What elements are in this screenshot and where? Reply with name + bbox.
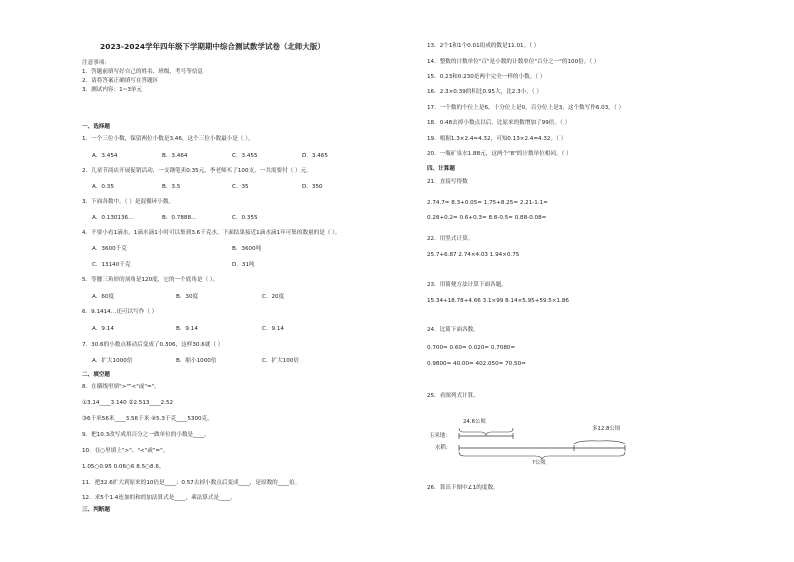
question-line: 19．根据1.3×2.4=4.32，可知0.13×2.4=4.32。（ ）	[427, 136, 567, 142]
diagram-right-label: 多12.8公顷	[592, 426, 621, 432]
question-line: 25.7+6.87 2.74×4.03 1.94×0.75	[427, 252, 520, 258]
option: C．35	[232, 184, 249, 190]
diagram-top-label: 24.6公顷	[463, 419, 486, 425]
question-line: 2.74.7= 8.3+0.05= 1.75+8.25= 2.21-1.1=	[427, 200, 548, 206]
option: C．9.14	[262, 326, 284, 332]
notice-item: 2．请将答案正确填写在答题区	[82, 78, 159, 84]
question-line: 0.28+0.2= 0.6+0.3= 8.8-0.5= 0.88-0.08=	[427, 215, 547, 221]
question-line: 20．一瓶矿泉水1.88元，这两个"8"的计数单位相同。（ ）	[427, 151, 572, 157]
question-line: 9．把10.3改写成用百分之一做单位的小数是____。	[82, 432, 210, 438]
option: B．9.14	[176, 326, 198, 332]
question-line: 0.700= 0.60= 0.020= 0.7080=	[427, 345, 516, 351]
question-line: 21．直接写得数	[427, 179, 468, 185]
question-line: 23．用简便方法计算下面各题。	[427, 282, 507, 288]
question-2: 2．儿童节商店开展促销活动，一支钢笔卖0.35元，李老师买了100支，一共需要付（ ）元。	[82, 168, 312, 174]
option: B．3.464	[162, 153, 188, 159]
right-brace	[574, 441, 625, 444]
question-line: 26．算出下图中∠1的度数。	[427, 485, 499, 491]
section-title: 四、计算题	[427, 166, 455, 172]
option: C．0.355	[232, 215, 258, 221]
notice-item: 3．测试内容：1~3单元	[82, 87, 143, 93]
question-line: 11．把32.6扩大到原来的10倍是____；0.57去掉小数点后变成____，是原数的____倍。	[82, 480, 301, 486]
option: C．13140千克	[92, 262, 131, 268]
question-line: ①3.14____3.140 ②2.513____2.52	[82, 400, 174, 406]
question-line: 10．在○里填上">"、"<"或"="。	[82, 448, 169, 454]
line-segment-diagram	[429, 420, 639, 468]
option: A．3.454	[92, 153, 118, 159]
question-4: 4．不要小看1滴水，1滴水滴1小时可以集到3.6千克水，下面结果接近1滴水滴1年可集的数量的是（ ）。	[82, 230, 341, 236]
question-line: 22．用竖式计算。	[427, 236, 474, 242]
section-title: 三、判断题	[82, 507, 110, 513]
question-6: 6．9.1414…还可以写作（ ）	[82, 309, 158, 315]
option: B．3.5	[162, 184, 181, 190]
option: A．3600千克	[92, 246, 127, 252]
question-line: 24．比简下面各数。	[427, 327, 479, 333]
option: A．扩大1000倍	[92, 358, 133, 364]
question-line: 18．0.48去掉小数点以后，比原来的数增加了99倍。（ ）	[427, 120, 571, 126]
top-brace	[459, 428, 513, 435]
question-line: 15.34+18.78+4.66 3.1×99 8.14×5.95+59.5×1.86	[427, 298, 569, 304]
option: A．60度	[92, 294, 115, 300]
option: A．0.35	[92, 184, 114, 190]
option: B．缩小1000倍	[176, 358, 217, 364]
question-line: 14．整数的计数单位"百"是小数的计数单位"百分之一"的100倍。（ ）	[427, 59, 600, 65]
option: A．0.130136…	[92, 215, 134, 221]
section-title: 一、选择题	[82, 124, 110, 130]
question-line: 0.9800= 40.00= 402.050= 70.50=	[427, 361, 526, 367]
bottom-brace	[459, 452, 625, 459]
exam-title: 2023-2024学年四年级下学期期中综合测试数学试卷（北师大版）	[100, 42, 325, 51]
question-3: 3．下面各数中，（ ）是混循环小数。	[82, 199, 175, 205]
question-line: 12．求5个1.4连加的和的加法算式是____，乘法算式是____。	[82, 495, 236, 501]
option: D．31吨	[232, 262, 255, 268]
diagram-row2-label: 水稻：	[435, 445, 452, 451]
option: D．3.465	[302, 153, 328, 159]
option: D．350	[302, 184, 323, 190]
question-line: 16．2.3×0.39的积比0.95大，比2.3小。（ ）	[427, 89, 543, 95]
diagram-row1-label: 玉米地：	[429, 433, 451, 439]
diagram-bottom-label: ?公顷	[532, 460, 546, 466]
option: A．9.14	[92, 326, 114, 332]
option: C．扩大100倍	[262, 358, 299, 364]
question-line: 13．2个1和1个0.01组成的数是11.01。（ ）	[427, 43, 540, 49]
option: B．3600吨	[232, 246, 262, 252]
question-line: 15．0.23和0.230是两个完全一样的小数。（ ）	[427, 74, 546, 80]
question-1: 1．一个三位小数，保留两位小数是3.46，这个三位小数最小是（ ）。	[82, 136, 254, 142]
question-5: 5．等腰三角形的顶角是120度，它的一个底角是（ ）。	[82, 277, 219, 283]
question-line: 8．在横线里填">""<"或"="。	[82, 384, 160, 390]
question-7: 7．30.6的小数点移动后变成了0.306，这样30.6就（ ）	[82, 342, 224, 348]
option: B．0.7888…	[162, 215, 197, 221]
question-line: 25．看图列式计算。	[427, 393, 479, 399]
section-title: 二、填空题	[82, 372, 110, 378]
question-line: 1.05○0.95 0.06○6 8.5○8.6。	[82, 464, 165, 470]
notice-heading: 注意事项：	[82, 60, 110, 66]
option: C．3.455	[232, 153, 258, 159]
option: C．20度	[262, 294, 285, 300]
option: B．30度	[176, 294, 199, 300]
question-line: 17．一个数的个位上是6，十分位上是0，百分位上是3，这个数写作6.03。（ ）	[427, 105, 625, 111]
question-line: ③6千米56米____3.56千米 ④5.3千克____5300克。	[82, 416, 213, 422]
notice-item: 1．答题前填写好自己的姓名、班级、考号等信息	[82, 69, 204, 75]
